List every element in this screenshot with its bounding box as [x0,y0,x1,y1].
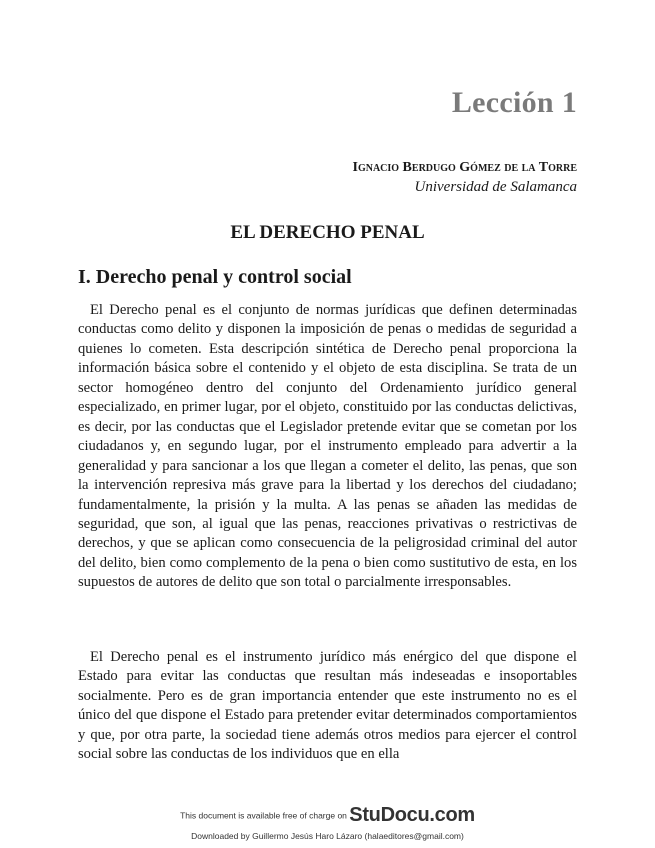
lesson-heading: Lección 1 [451,86,577,119]
availability-text: This document is available free of charge on [180,810,347,821]
download-note: Downloaded by Guillermo Jesús Haro Lázaro (halaeditores@gmail.com) [191,831,464,841]
studocu-logo[interactable]: StuDocu.com [349,804,475,826]
author-affiliation: Universidad de Salamanca [414,179,577,195]
footer-availability [0,804,655,827]
body-paragraph: El Derecho penal es el instrumento jurídico más enérgico del que dispone el Estado para evitar las conductas que resultan más indeseadas e insoportables socialmente. Pero es de gran importancia entender que este instrumento no es el único del que dispone el Estado para pretender evitar determinados comportamientos y que, por otra parte, la sociedad tiene además otros medios para ejercer el control social sobre las conductas de los individuos que en ella [78,649,577,763]
chapter-title: EL DERECHO PENAL [230,222,425,243]
section-heading: I. Derecho penal y control social [78,266,352,288]
body-paragraph: El Derecho penal es el conjunto de normas jurídicas que definen determinadas conductas como delito y disponen la imposición de penas o medidas de seguridad a quienes lo cometen. Esta descripción sintética de Derecho penal proporciona la información básica sobre el contenido y el objeto de esta disciplina. Se trata de un sector homogéneo dentro del conjunto del Ordenamiento jurídico general especializado, en primer lugar, por el objeto, constituido por las conductas delictivas, es decir, por las conductas que el Legislador pretende evitar que se cometan por los ciudadanos y, en segundo lugar, por el instrumento empleado para advertir a la generalidad y para sancionar a los que llegan a cometer el delito, las penas, que son la intervención represiva más grave para la libertad y los derechos del ciudadano; fundamentalmente, la prisión y la multa. A las penas se añaden las medidas de seguridad, que son, al igual que las penas, reacciones privativas o restrictivas de derechos, y que se aplican como consecuencia de la peligrosidad criminal del autor del delito, bien como complemento de la pena o bien como sustitutivo de esta, en los supuestos de autores de delito que son total o parcialmente irresponsables. [78,302,577,591]
author-name: Ignacio Berdugo Gómez de la Torre [352,160,577,175]
